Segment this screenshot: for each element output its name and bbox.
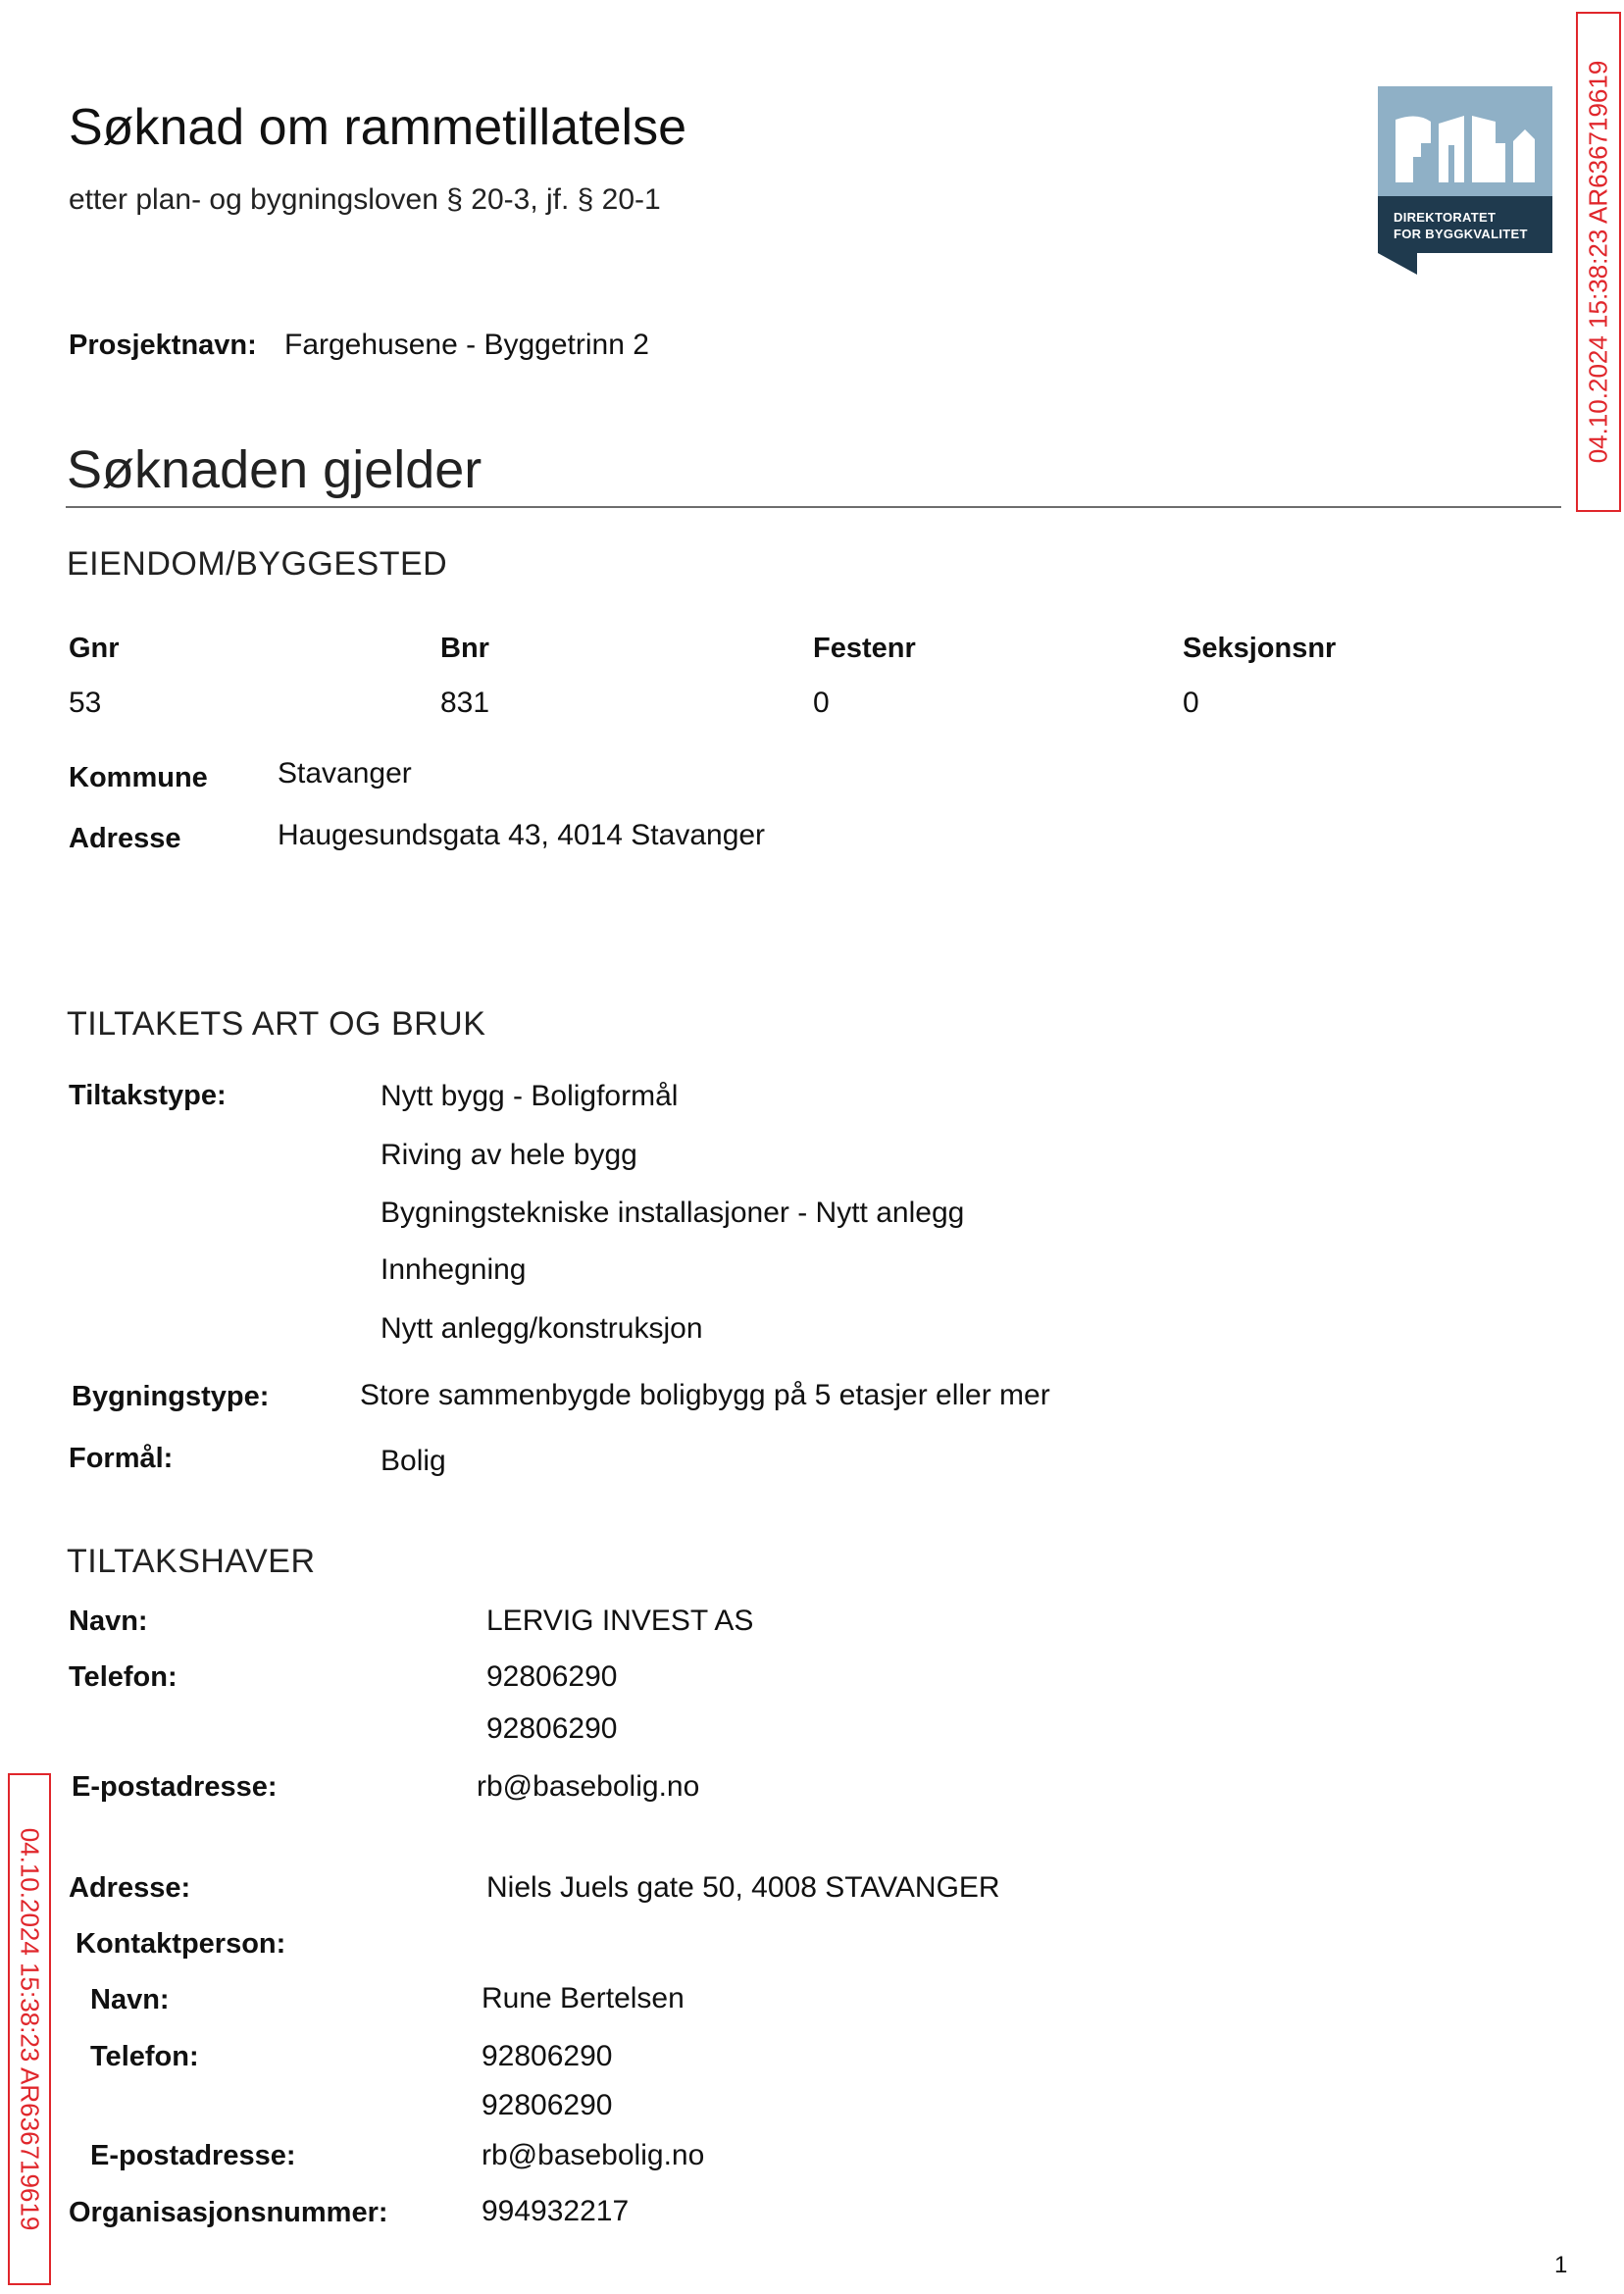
festenr-value: 0 <box>813 687 830 719</box>
kontakt-telefon-value: 92806290 <box>482 2089 613 2121</box>
page-subtitle: etter plan- og bygningsloven § 20-3, jf. § 20-1 <box>69 183 661 216</box>
dibk-logo <box>1378 86 1552 275</box>
page-number: 1 <box>1554 2252 1568 2278</box>
tiltakshaver-telefon-value: 92806290 <box>486 1712 618 1745</box>
bygningstype-value: Store sammenbygde boligbygg på 5 etasjer eller mer <box>360 1379 1050 1411</box>
timestamp-stamp-left <box>8 1773 51 2285</box>
tiltakstype-item: Bygningstekniske installasjoner - Nytt anlegg <box>381 1197 965 1229</box>
project-name-label: Prosjektnavn: <box>69 330 257 361</box>
kommune-value: Stavanger <box>278 757 412 790</box>
formal-value: Bolig <box>381 1445 446 1477</box>
tiltakshaver-navn-label: Navn: <box>69 1606 148 1637</box>
kontakt-navn-label: Navn: <box>90 1984 170 2015</box>
bygningstype-label: Bygningstype: <box>72 1381 270 1412</box>
formal-label: Formål: <box>69 1443 174 1474</box>
tiltakshaver-telefon-value: 92806290 <box>486 1660 618 1693</box>
kontakt-telefon-label: Telefon: <box>90 2041 199 2072</box>
kontaktperson-label: Kontaktperson: <box>76 1928 286 1960</box>
property-heading: EIENDOM/BYGGESTED <box>67 545 448 583</box>
dibk-logo-icon <box>1378 86 1552 275</box>
section-divider <box>66 506 1561 508</box>
bnr-value: 831 <box>440 687 490 719</box>
orgnr-value: 994932217 <box>482 2195 630 2227</box>
kontakt-epost-label: E-postadresse: <box>90 2140 296 2171</box>
logo-line-1: DIREKTORATET <box>1394 210 1497 225</box>
tiltakstype-label: Tiltakstype: <box>69 1080 227 1111</box>
festenr-label: Festenr <box>813 633 916 664</box>
tiltakshaver-epost-label: E-postadresse: <box>72 1771 278 1803</box>
seksjonsnr-label: Seksjonsnr <box>1183 633 1337 664</box>
timestamp-stamp-top <box>1576 12 1621 512</box>
gnr-label: Gnr <box>69 633 120 664</box>
tiltakstype-item: Nytt bygg - Boligformål <box>381 1080 679 1112</box>
tiltakstype-item: Innhegning <box>381 1253 527 1286</box>
kontakt-navn-value: Rune Bertelsen <box>482 1982 685 2014</box>
tiltak-heading: TILTAKETS ART OG BRUK <box>67 1005 486 1043</box>
project-name-value: Fargehusene - Byggetrinn 2 <box>284 329 649 361</box>
tiltakstype-item: Riving av hele bygg <box>381 1139 637 1171</box>
kontakt-telefon-value: 92806290 <box>482 2040 613 2072</box>
logo-line-2: FOR BYGGKVALITET <box>1394 227 1528 241</box>
tiltakshaver-adresse-label: Adresse: <box>69 1872 191 1904</box>
adresse-label: Adresse <box>69 823 181 854</box>
kommune-label: Kommune <box>69 762 208 793</box>
tiltakstype-item: Nytt anlegg/konstruksjon <box>381 1312 703 1345</box>
tiltakshaver-heading: TILTAKSHAVER <box>67 1543 316 1580</box>
orgnr-label: Organisasjonsnummer: <box>69 2197 388 2228</box>
kontakt-epost-value: rb@basebolig.no <box>482 2139 705 2171</box>
adresse-value: Haugesundsgata 43, 4014 Stavanger <box>278 819 766 851</box>
gnr-value: 53 <box>69 687 102 719</box>
bnr-label: Bnr <box>440 633 489 664</box>
tiltakshaver-epost-value: rb@basebolig.no <box>477 1770 700 1803</box>
page-title: Søknad om rammetillatelse <box>69 99 686 156</box>
seksjonsnr-value: 0 <box>1183 687 1199 719</box>
stamp-text: 04.10.2024 15:38:23 AR636719619 <box>1583 60 1613 464</box>
section-heading: Søknaden gjelder <box>67 440 482 499</box>
tiltakshaver-adresse-value: Niels Juels gate 50, 4008 STAVANGER <box>486 1871 1000 1904</box>
tiltakshaver-telefon-label: Telefon: <box>69 1661 178 1693</box>
stamp-text: 04.10.2024 15:38:23 AR636719619 <box>15 1827 45 2231</box>
tiltakshaver-navn-value: LERVIG INVEST AS <box>486 1605 754 1637</box>
